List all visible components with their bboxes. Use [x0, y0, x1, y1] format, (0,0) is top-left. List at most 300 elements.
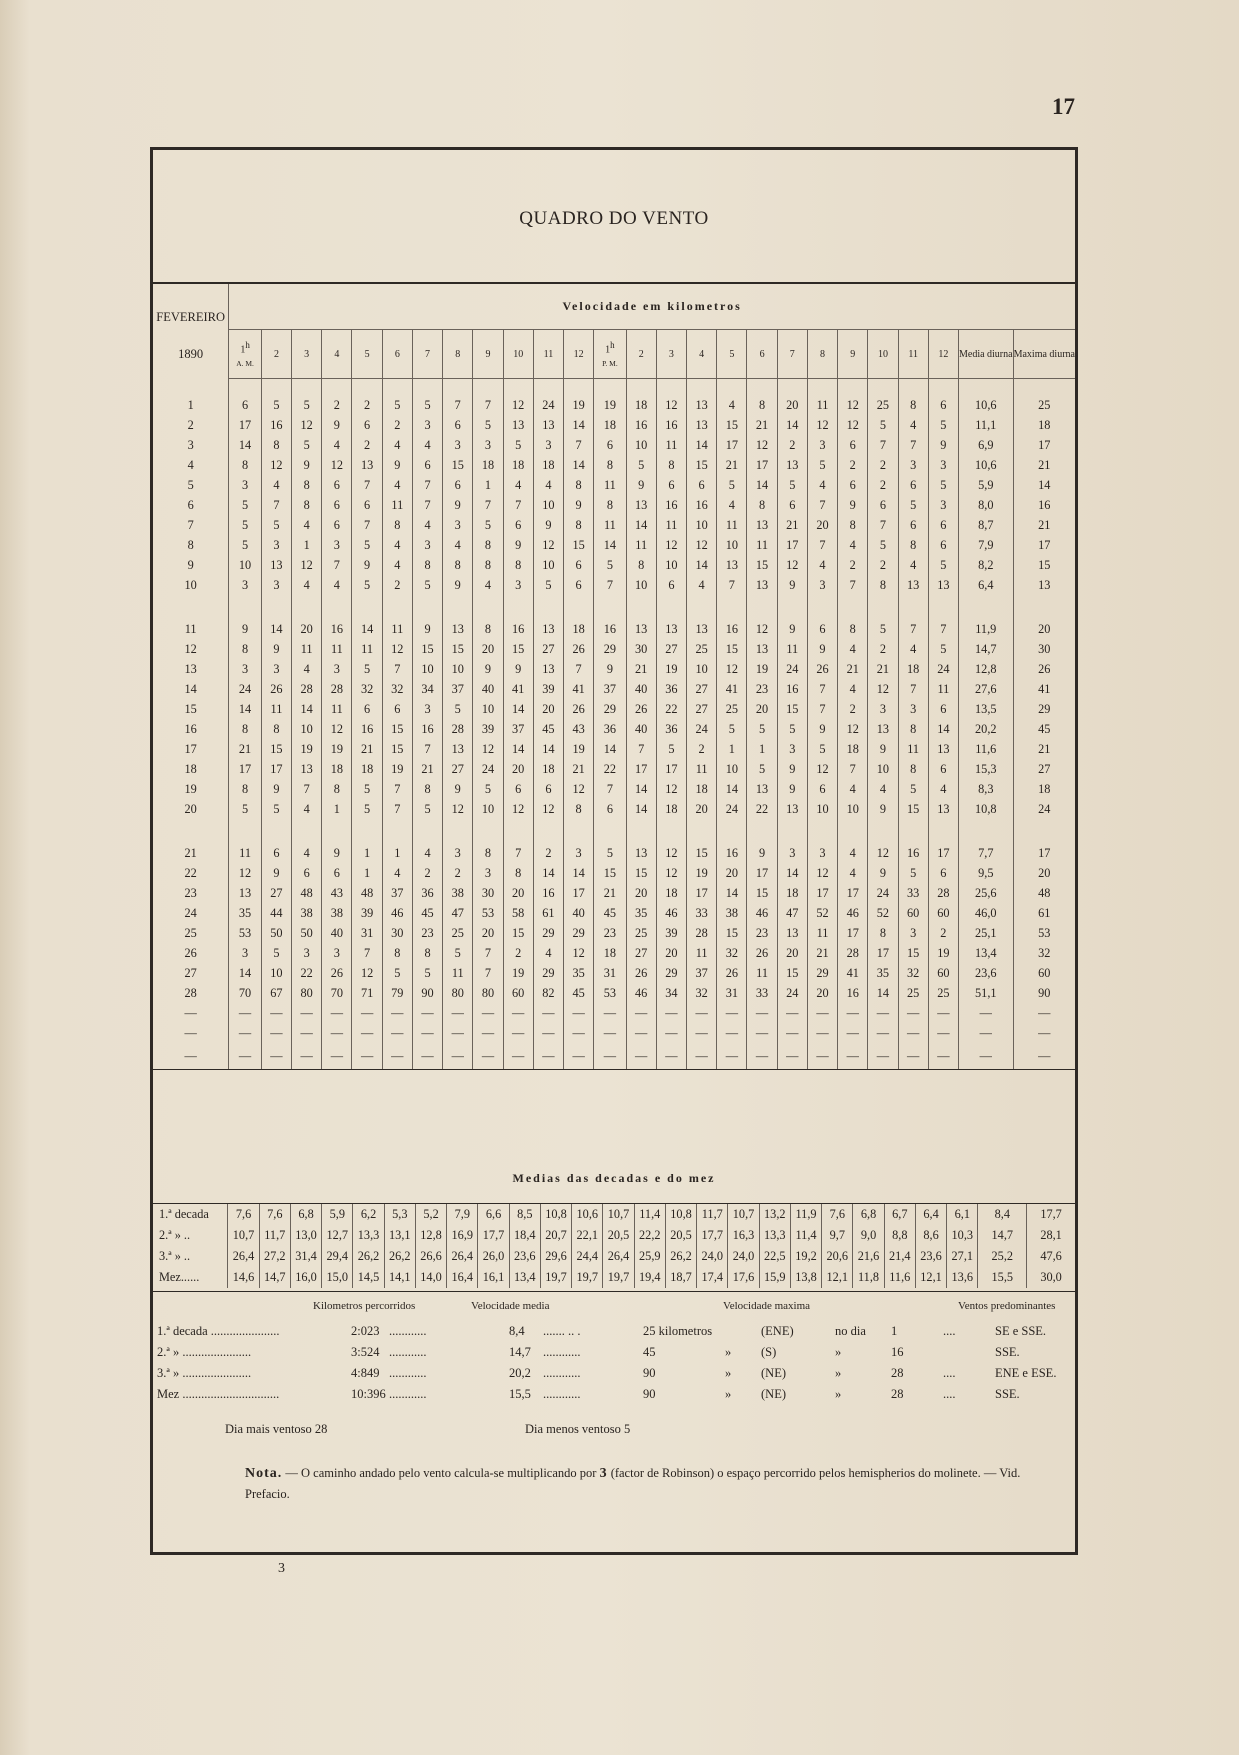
hour-value: 21 [229, 739, 262, 759]
hour-header [594, 330, 626, 379]
spacer-cell [898, 595, 928, 619]
hour-value: 9 [777, 759, 807, 779]
empty-marker: — [807, 1023, 837, 1043]
media-value: 7,7 [958, 843, 1013, 863]
hour-value: 60 [503, 983, 533, 1003]
media-value: 12,8 [958, 659, 1013, 679]
nota-text-2: (factor de Robinson) o espaço percorrido pelos hemispherios do molinete. — Vid. Prefacio. [245, 1466, 1021, 1501]
medias-value: 12,8 [415, 1225, 446, 1246]
spacer-cell [807, 595, 837, 619]
hour-value: 28 [687, 923, 717, 943]
hour-value: 9 [777, 575, 807, 595]
hour-value: 12 [656, 535, 686, 555]
page-title: QUADRO DO VENTO [519, 208, 709, 229]
hour-value: 8 [443, 555, 473, 575]
empty-marker: — [261, 1023, 291, 1043]
hour-value: 5 [807, 739, 837, 759]
spacer-cell [747, 819, 777, 843]
empty-marker: — [958, 1043, 1013, 1070]
vel-value: 15,5 [509, 1387, 531, 1401]
spacer-cell [687, 595, 717, 619]
hour-value: 12 [777, 555, 807, 575]
hour-value: 29 [594, 639, 626, 659]
hour-value: 3 [503, 575, 533, 595]
maxima-value: 60 [1013, 963, 1075, 983]
medias-value: 13,3 [353, 1225, 384, 1246]
spacer-cell [1013, 379, 1075, 396]
hour-value: 9 [807, 719, 837, 739]
hour-value: 13 [717, 555, 747, 575]
hour-value: 6 [807, 619, 837, 639]
spacer-cell [473, 595, 503, 619]
hour-value: 90 [412, 983, 442, 1003]
spacer-cell [229, 819, 262, 843]
hour-number: 6 [394, 348, 400, 360]
hour-value: 11 [717, 515, 747, 535]
hour-value: 5 [747, 759, 777, 779]
maxima-value: 90 [1013, 983, 1075, 1003]
media-value: 51,1 [958, 983, 1013, 1003]
hour-value: 10 [229, 555, 262, 575]
hour-value: 12 [656, 779, 686, 799]
spacer-cell [717, 379, 747, 396]
maxima-value: 20 [1013, 619, 1075, 639]
spacer-row [153, 379, 1075, 396]
hour-value: 6 [229, 395, 262, 415]
summary-label: 1.ª decada ...................... [157, 1324, 280, 1338]
medias-value: 7,6 [822, 1204, 853, 1225]
ditto-mark: » [725, 1366, 732, 1380]
vento-value: SSE. [995, 1387, 1020, 1401]
medias-value: 6,8 [853, 1204, 884, 1225]
hour-value: 7 [594, 575, 626, 595]
hour-value: 16 [352, 719, 382, 739]
empty-marker: — [229, 1003, 262, 1023]
hour-value: 10 [292, 719, 322, 739]
medias-value: 6,8 [290, 1204, 321, 1225]
summary-label: 2.ª » ...................... [157, 1345, 252, 1359]
hour-value: 10 [717, 535, 747, 555]
medias-value: 11,7 [697, 1204, 728, 1225]
dots: ............ [543, 1366, 581, 1380]
spacer-cell [412, 819, 442, 843]
hour-value: 4 [838, 843, 868, 863]
hour-value: 20 [777, 943, 807, 963]
empty-marker: — [261, 1003, 291, 1023]
hour-value: 18 [656, 883, 686, 903]
media-value: 46,0 [958, 903, 1013, 923]
medias-value: 13,4 [509, 1267, 540, 1288]
medias-value: 31,4 [290, 1246, 321, 1267]
spacer-cell [928, 595, 958, 619]
media-value: 10,8 [958, 799, 1013, 819]
media-value: 25,6 [958, 883, 1013, 903]
medias-value: 15,9 [759, 1267, 790, 1288]
hour-value: 9 [564, 495, 594, 515]
spacer-cell [443, 595, 473, 619]
hour-value: 8 [594, 495, 626, 515]
table-row [153, 863, 1075, 883]
hour-value: 5 [503, 435, 533, 455]
page-number: 17 [1052, 94, 1075, 119]
hour-value: 21 [868, 659, 898, 679]
hour-value: 37 [382, 883, 412, 903]
empty-marker: — [838, 1023, 868, 1043]
hour-value: 22 [747, 799, 777, 819]
day-label: 23 [184, 885, 197, 900]
medias-value: 6,1 [947, 1204, 978, 1225]
hour-value: 2 [868, 475, 898, 495]
hour-value: 13 [443, 619, 473, 639]
medias-value: 26,2 [665, 1246, 696, 1267]
hour-value: 18 [898, 659, 928, 679]
hour-value: 9 [382, 455, 412, 475]
day-label: 5 [187, 477, 194, 492]
empty-row [153, 1023, 1075, 1043]
hour-value: 28 [928, 883, 958, 903]
hour-value: 5 [412, 395, 442, 415]
hour-value: 18 [777, 883, 807, 903]
medias-value: 15,0 [322, 1267, 353, 1288]
hour-value: 19 [503, 963, 533, 983]
hour-value: 61 [533, 903, 563, 923]
dots: ............ [389, 1324, 427, 1338]
hour-value: 43 [322, 883, 352, 903]
decade-averages-table [153, 1204, 1075, 1288]
hour-value: 2 [928, 923, 958, 943]
medias-label: 1.ª decada [159, 1207, 209, 1221]
hour-value: 2 [352, 395, 382, 415]
hour-value: 35 [868, 963, 898, 983]
hour-value: 12 [838, 395, 868, 415]
hour-value: 9 [594, 659, 626, 679]
hour-value: 11 [777, 639, 807, 659]
empty-row [153, 1043, 1075, 1070]
empty-marker: — [868, 1043, 898, 1070]
spacer-cell [958, 595, 1013, 619]
hour-header [292, 330, 322, 379]
spacer-cell [1013, 819, 1075, 843]
hour-value: 5 [352, 799, 382, 819]
hour-value: 24 [473, 759, 503, 779]
hour-value: 21 [564, 759, 594, 779]
spacer-cell [958, 819, 1013, 843]
hour-value: 20 [807, 515, 837, 535]
hour-value: 16 [656, 495, 686, 515]
hour-value: 16 [412, 719, 442, 739]
hour-value: 25 [868, 395, 898, 415]
table-row [153, 983, 1075, 1003]
hour-number: 9 [485, 348, 491, 360]
hour-value: 6 [322, 863, 352, 883]
hour-value: 13 [533, 415, 563, 435]
hour-header [656, 330, 686, 379]
empty-marker: — [473, 1003, 503, 1023]
medias-value: 20,7 [540, 1225, 571, 1246]
hour-value: 17 [687, 883, 717, 903]
day-label: 17 [184, 741, 197, 756]
hour-number: 8 [820, 348, 825, 360]
hour-value: 16 [503, 619, 533, 639]
hour-value: 6 [322, 515, 352, 535]
hour-number: 3 [668, 348, 674, 360]
hour-header [868, 330, 898, 379]
hour-value: 46 [747, 903, 777, 923]
hour-value: 12 [503, 395, 533, 415]
hour-value: 1 [292, 535, 322, 555]
medias-value: 23,6 [509, 1246, 540, 1267]
hour-value: 16 [533, 883, 563, 903]
hour-value: 9 [261, 779, 291, 799]
hour-value: 19 [656, 659, 686, 679]
hour-value: 17 [868, 943, 898, 963]
hour-value: 9 [747, 843, 777, 863]
hour-value: 28 [838, 943, 868, 963]
hour-value: 8 [898, 719, 928, 739]
medias-value: 22,2 [634, 1225, 665, 1246]
hour-value: 13 [747, 575, 777, 595]
empty-marker: — [412, 1043, 442, 1070]
hour-value: 5 [261, 395, 291, 415]
empty-marker: — [503, 1023, 533, 1043]
hour-value: 16 [656, 415, 686, 435]
maxima-value: 61 [1013, 903, 1075, 923]
hour-value: 40 [626, 719, 656, 739]
hour-value: 24 [533, 395, 563, 415]
hour-value: 12 [687, 535, 717, 555]
hour-value: 9 [352, 555, 382, 575]
hour-value: 20 [747, 699, 777, 719]
spacer-cell [503, 379, 533, 396]
empty-marker: — [229, 1023, 262, 1043]
empty-marker: — [838, 1043, 868, 1070]
hour-value: 20 [292, 619, 322, 639]
hour-value: 11 [928, 679, 958, 699]
hour-header [928, 330, 958, 379]
hour-value: 8 [838, 619, 868, 639]
empty-marker: — [656, 1043, 686, 1070]
medias-row [153, 1267, 1075, 1288]
hour-value: 26 [626, 963, 656, 983]
hour-value: 7 [838, 575, 868, 595]
hour-value: 13 [928, 799, 958, 819]
hour-value: 4 [382, 555, 412, 575]
medias-value: 7,6 [259, 1204, 290, 1225]
hour-value: 12 [717, 659, 747, 679]
hour-value: 4 [838, 779, 868, 799]
hour-value: 14 [747, 475, 777, 495]
hour-value: 2 [838, 699, 868, 719]
empty-marker: — [473, 1043, 503, 1070]
hour-value: 7 [898, 435, 928, 455]
day-label: 18 [184, 761, 197, 776]
hour-value: 5 [928, 415, 958, 435]
dots: ............ [389, 1366, 427, 1380]
hour-value: 6 [443, 415, 473, 435]
hour-value: 12 [838, 415, 868, 435]
hour-value: 11 [687, 943, 717, 963]
dia-value: 16 [891, 1345, 904, 1359]
hour-value: 21 [807, 943, 837, 963]
hour-value: 3 [261, 659, 291, 679]
hour-value: 9 [777, 619, 807, 639]
hour-value: 18 [564, 619, 594, 639]
hour-value: 14 [503, 739, 533, 759]
hour-value: 13 [687, 415, 717, 435]
hour-value: 19 [747, 659, 777, 679]
hour-value: 8 [229, 719, 262, 739]
hour-header [261, 330, 291, 379]
hour-value: 5 [928, 555, 958, 575]
hour-number: 11 [543, 348, 554, 360]
hour-value: 11 [747, 535, 777, 555]
hour-value: 8 [503, 863, 533, 883]
media-value: 10,6 [958, 455, 1013, 475]
empty-marker: — [443, 1043, 473, 1070]
hour-value: 47 [777, 903, 807, 923]
hour-value: 15 [747, 555, 777, 575]
hour-number: 4 [699, 348, 705, 360]
hour-value: 60 [928, 963, 958, 983]
hour-value: 30 [626, 639, 656, 659]
hour-value: 19 [322, 739, 352, 759]
hour-value: 40 [322, 923, 352, 943]
hour-value: 4 [292, 515, 322, 535]
hour-value: 15 [898, 943, 928, 963]
day-label: 26 [184, 945, 197, 960]
hour-value: 12 [322, 455, 352, 475]
hour-value: 4 [322, 435, 352, 455]
hour-value: 48 [292, 883, 322, 903]
hour-value: 13 [656, 619, 686, 639]
hour-value: 6 [656, 575, 686, 595]
spacer-cell [412, 595, 442, 619]
km-value: 4:849 [351, 1366, 380, 1380]
hour-value: 10 [656, 555, 686, 575]
hour-value: 2 [868, 639, 898, 659]
hour-value: 12 [292, 555, 322, 575]
spacer-cell [473, 819, 503, 843]
spacer-cell [958, 379, 1013, 396]
hour-header [229, 330, 262, 379]
hour-value: 10 [626, 575, 656, 595]
day-label: 14 [184, 681, 197, 696]
spacer-cell [898, 379, 928, 396]
max-value: 90 [643, 1387, 656, 1401]
table-row [153, 455, 1075, 475]
hour-value: 6 [261, 843, 291, 863]
hour-value: 8 [473, 535, 503, 555]
hour-value: 32 [717, 943, 747, 963]
medias-value: 10,6 [572, 1204, 603, 1225]
medias-band [153, 1159, 1075, 1204]
hour-value: 3 [473, 863, 503, 883]
hour-value: 10 [443, 659, 473, 679]
hour-value: 33 [747, 983, 777, 1003]
day-label: 11 [184, 621, 197, 636]
hour-value: 9 [443, 495, 473, 515]
hour-value: 5 [292, 435, 322, 455]
hour-value: 2 [382, 415, 412, 435]
spacer-cell [928, 819, 958, 843]
medias-value: 26,4 [447, 1246, 478, 1267]
table-row [153, 535, 1075, 555]
hour-value: 3 [898, 455, 928, 475]
hour-value: 22 [292, 963, 322, 983]
medias-row [153, 1204, 1075, 1225]
medias-value: 27,1 [947, 1246, 978, 1267]
hour-value: 12 [656, 395, 686, 415]
velocity-title-cell [229, 284, 1075, 330]
hour-value: 5 [898, 779, 928, 799]
table-row [153, 659, 1075, 679]
hour-value: 3 [229, 475, 262, 495]
hour-value: 27 [687, 699, 717, 719]
max-value: 25 kilometros [643, 1324, 713, 1338]
hour-value: 6 [656, 475, 686, 495]
hour-value: 25 [626, 923, 656, 943]
hour-value: 25 [928, 983, 958, 1003]
spacer-cell [687, 379, 717, 396]
hour-value: 9 [322, 843, 352, 863]
empty-marker: — [292, 1023, 322, 1043]
medias-value: 27,2 [259, 1246, 290, 1267]
hour-value: 9 [533, 515, 563, 535]
hour-value: 4 [687, 575, 717, 595]
hour-value: 8 [229, 639, 262, 659]
hour-value: 13 [747, 515, 777, 535]
empty-marker: — [838, 1003, 868, 1023]
table-row [153, 515, 1075, 535]
table-row [153, 619, 1075, 639]
day-label: 7 [187, 517, 194, 532]
hour-value: 7 [292, 779, 322, 799]
hour-value: 11 [382, 495, 412, 515]
hour-value: 4 [717, 395, 747, 415]
hour-value: 19 [292, 739, 322, 759]
spacer-cell [412, 379, 442, 396]
hour-value: 35 [626, 903, 656, 923]
direction: (NE) [761, 1366, 786, 1380]
table-row [153, 943, 1075, 963]
medias-label: 2.ª » .. [159, 1228, 191, 1242]
hour-value: 9 [626, 475, 656, 495]
hour-value: 6 [322, 495, 352, 515]
hour-value: 3 [898, 923, 928, 943]
hour-value: 9 [807, 639, 837, 659]
hour-value: 52 [868, 903, 898, 923]
maxima-value: 21 [1013, 739, 1075, 759]
empty-marker: — [261, 1043, 291, 1070]
dots: ............ [543, 1345, 581, 1359]
spacer-cell [898, 819, 928, 843]
hour-value: 3 [807, 575, 837, 595]
hour-value: 17 [229, 759, 262, 779]
medias-value: 10,7 [228, 1225, 259, 1246]
hour-value: 15 [777, 963, 807, 983]
hour-value: 2 [382, 575, 412, 595]
media-value: 14,7 [958, 639, 1013, 659]
hour-value: 8 [564, 515, 594, 535]
hour-value: 6 [352, 495, 382, 515]
spacer-cell [352, 595, 382, 619]
hour-value: 16 [717, 619, 747, 639]
hour-sup: h [245, 340, 250, 351]
hour-value: 11 [443, 963, 473, 983]
empty-marker: — [382, 1003, 412, 1023]
hour-value: 16 [777, 679, 807, 699]
medias-value: 19,7 [603, 1267, 634, 1288]
